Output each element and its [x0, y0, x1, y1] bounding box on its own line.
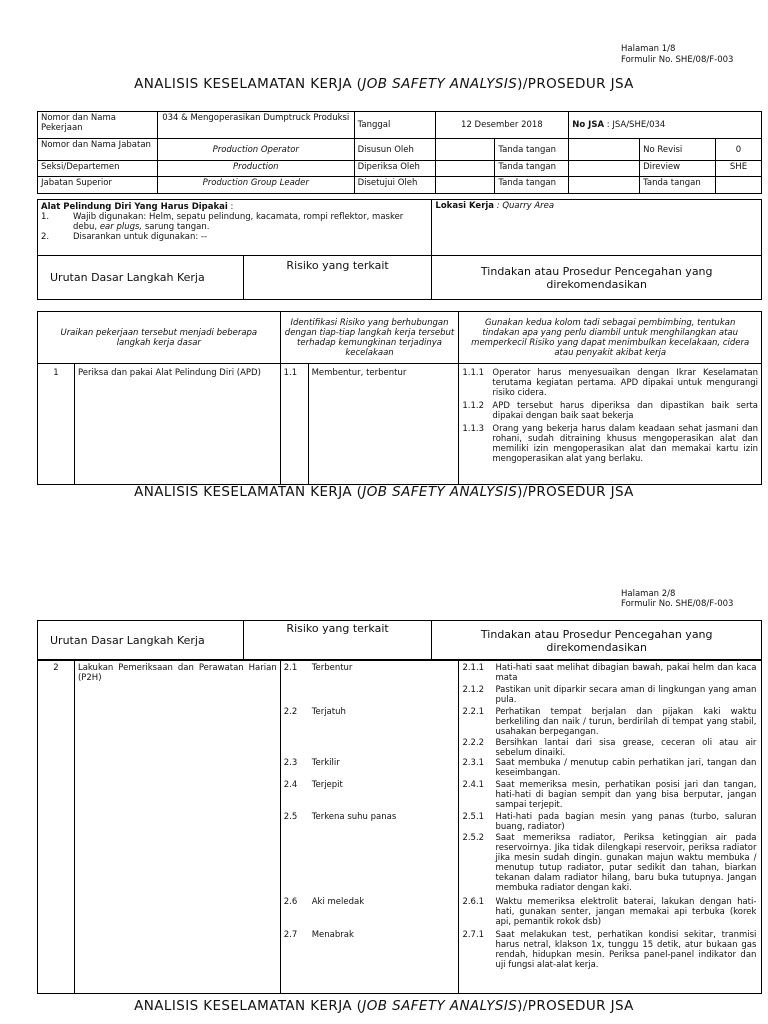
action-item: 2.6.1 Waktu memeriksa elektrolit baterai, lakukan dengan hati-hati, gunakan senter, jangan memakai api terbuka (korek api, pemantik rokok dsb) — [462, 897, 757, 927]
footer-title-1: ANALISIS KESELAMATAN KERJA (JOB SAFETY ANALYSIS)/PROSEDUR JSA — [134, 484, 634, 500]
risk-description: Membentur, terbentur — [308, 364, 459, 485]
step-number: 1 — [38, 364, 75, 485]
guide-actions: Gunakan kedua kolom tadi sebagai pembimbing, tentukan tindakan apa yang perlu diambil untuk menghilangkan atau memperkecil Risiko yang dapat menimbulkan kecelakaan, cidera atau penyakit akibat kerja — [459, 312, 762, 364]
step-number: 2 — [38, 660, 75, 994]
risk-item: 2.1 Terbentur — [283, 663, 353, 673]
signature-value — [569, 161, 640, 177]
approved-by-label: Disetujui Oleh — [354, 177, 435, 194]
risk-item: 2.7 Menabrak — [283, 930, 354, 940]
revision-value: 0 — [716, 139, 762, 161]
action-item: 2.1.2 Pastikan unit diparkir secara aman di lingkungan yang aman pula. — [462, 685, 757, 705]
guide-risks: Identifikasi Risiko yang berhubungan dengan tiap-tiap langkah kerja tersebut terhadap kemungkinan terjadinya kecelakaan — [280, 312, 459, 364]
form-number-2: Formulir No. SHE/08/F-003 — [621, 599, 734, 609]
action-list — [459, 364, 762, 485]
column-head-steps: Urutan Dasar Langkah Kerja — [38, 621, 244, 661]
action-item: 1.1.1 Operator harus menyesuaikan dengan Ikrar Keselamatan terutama kegiatan pertama. APD dipakai untuk mengurangi risiko cidera. — [462, 368, 758, 398]
column-head-steps: Urutan Dasar Langkah Kerja — [38, 256, 244, 300]
form-number-1: Formulir No. SHE/08/F-003 — [621, 55, 734, 65]
prepared-by-label: Disusun Oleh — [354, 139, 435, 161]
guide-steps: Uraikan pekerjaan tersebut menjadi beberapa langkah kerja dasar — [38, 312, 281, 364]
risk-item: 2.6 Aki meledak — [283, 897, 365, 907]
signature-value — [569, 177, 640, 194]
work-location-cell: Lokasi Kerja : Quarry Area — [432, 200, 762, 256]
column-head-actions: Tindakan atau Prosedur Pencegahan yang direkomendasikan — [432, 621, 762, 661]
action-item: 2.2.1 Perhatikan tempat berjalan dan pijakan kaki waktu berkeliling dan naik / turun, berdirilah di tempat yang stabil, usahakan berpegangan. — [462, 707, 757, 737]
signature-label: Tanda tangan — [495, 177, 569, 194]
risk-item: 2.2 Terjatuh — [283, 707, 346, 717]
risk-list — [280, 660, 459, 994]
checked-by-label: Diperiksa Oleh — [354, 161, 435, 177]
signature-value — [716, 177, 762, 194]
approved-by-value — [435, 177, 495, 194]
action-item: 2.3.1 Saat membuka / menutup cabin perhatikan jari, tangan dan keseimbangan. — [462, 758, 757, 778]
superior-value: Production Group Leader — [157, 177, 354, 194]
column-head-risks: Risiko yang terkait — [243, 256, 432, 300]
action-item: 2.4.1 Saat memeriksa mesin, perhatikan posisi jari dan tangan, hati-hati di bagian sempit dan yang bisa berputar, jangan sampai terjepit. — [462, 780, 757, 810]
checked-by-value — [435, 161, 495, 177]
action-list — [459, 660, 762, 994]
signature-value — [569, 139, 640, 161]
page-number-1: Halaman 1/8 — [621, 44, 676, 54]
job-name-label: Nomor dan Nama Pekerjaan — [38, 112, 158, 139]
column-heads-table-2 — [37, 620, 762, 661]
column-head-actions: Tindakan atau Prosedur Pencegahan yang direkomendasikan — [432, 256, 762, 300]
doc-title-1: ANALISIS KESELAMATAN KERJA (JOB SAFETY ANALYSIS)/PROSEDUR JSA — [134, 76, 634, 92]
action-item: 2.7.1 Saat melakukan test, perhatikan kondisi sekitar, tranmisi harus netral, klakson 1x, tunggu 15 detik, atur bukaan gas rendah, hidupkan mesin. Periksa panel-panel indikator dan uji fungsi alat-alat kerja. — [462, 930, 757, 970]
signature-label: Tanda tangan — [640, 177, 716, 194]
position-label: Nomor dan Nama Jabatan — [38, 139, 158, 161]
apd-table — [37, 199, 762, 300]
jsa-number: No JSA : JSA/SHE/034 — [569, 112, 762, 139]
risk-item: 2.5 Terkena suhu panas — [283, 812, 397, 822]
revision-label: No Revisi — [640, 139, 716, 161]
page-number-2: Halaman 2/8 — [621, 589, 676, 599]
prepared-by-value — [435, 139, 495, 161]
superior-label: Jabatan Superior — [38, 177, 158, 194]
date-label: Tanggal — [354, 112, 435, 139]
risk-item: 2.4 Terjepit — [283, 780, 343, 790]
department-label: Seksi/Departemen — [38, 161, 158, 177]
jsa-steps-table-1 — [37, 311, 762, 485]
action-item: 1.1.3 Orang yang bekerja harus dalam keadaan sehat jasmani dan rohani, sudah ditraining khusus mengoperasikan alat dan memiliki izin mengoperasikan alat dan memakai kartu izin mengoperasikan alat yang berlaku. — [462, 424, 758, 464]
reviewed-label: Direview — [640, 161, 716, 177]
column-head-risks: Risiko yang terkait — [243, 621, 432, 661]
action-item: 2.5.2 Saat memeriksa radiator, Periksa ketinggian air pada reservoirnya. Jika tidak dilengkapi reservoir, periksa radiator jika mesin sudah dingin. gunakan majun waktu membuka / menutup tutup radiator, putar sedikit dan tahan, biarkan tekanan dalam radiator hilang, baru buka tutupnya. Jangan membuka radiator dengan kaki. — [462, 833, 757, 893]
job-name-value: 034 & Mengoperasikan Dumptruck Produksi — [157, 112, 354, 139]
ppe-cell: Alat Pelindung Diri Yang Harus Dipakai : 1. Wajib digunakan: Helm, sepatu pelindung, kacamata, rompi reflektor, masker debu, ear plugs, sarung tangan. 2. Disarankan untuk digunakan: -- — [38, 200, 432, 256]
action-item: 2.2.2 Bersihkan lantai dari sisa grease, ceceran oli atau air sebelum dinaiki. — [462, 738, 757, 758]
step-description: Lakukan Pemeriksaan dan Perawatan Harian (P2H) — [74, 660, 280, 994]
signature-label: Tanda tangan — [495, 161, 569, 177]
action-item: 2.5.1 Hati-hati pada bagian mesin yang panas (turbo, saluran buang, radiator) — [462, 812, 757, 832]
job-meta-table — [37, 111, 762, 194]
date-value: 12 Desember 2018 — [435, 112, 569, 139]
risk-number: 1.1 — [280, 364, 308, 485]
reviewed-value: SHE — [716, 161, 762, 177]
action-item: 1.1.2 APD tersebut harus diperiksa dan dipastikan baik serta dipakai dengan baik saat bekerja — [462, 401, 758, 421]
department-value: Production — [157, 161, 354, 177]
step-description: Periksa dan pakai Alat Pelindung Diri (APD) — [74, 364, 280, 485]
signature-label: Tanda tangan — [495, 139, 569, 161]
action-item: 2.1.1 Hati-hati saat melihat dibagian bawah, pakai helm dan kaca mata — [462, 663, 757, 683]
risk-item: 2.3 Terkilir — [283, 758, 340, 768]
footer-title-2: ANALISIS KESELAMATAN KERJA (JOB SAFETY ANALYSIS)/PROSEDUR JSA — [134, 998, 634, 1014]
jsa-steps-table-2 — [37, 659, 762, 994]
position-value: Production Operator — [157, 139, 354, 161]
